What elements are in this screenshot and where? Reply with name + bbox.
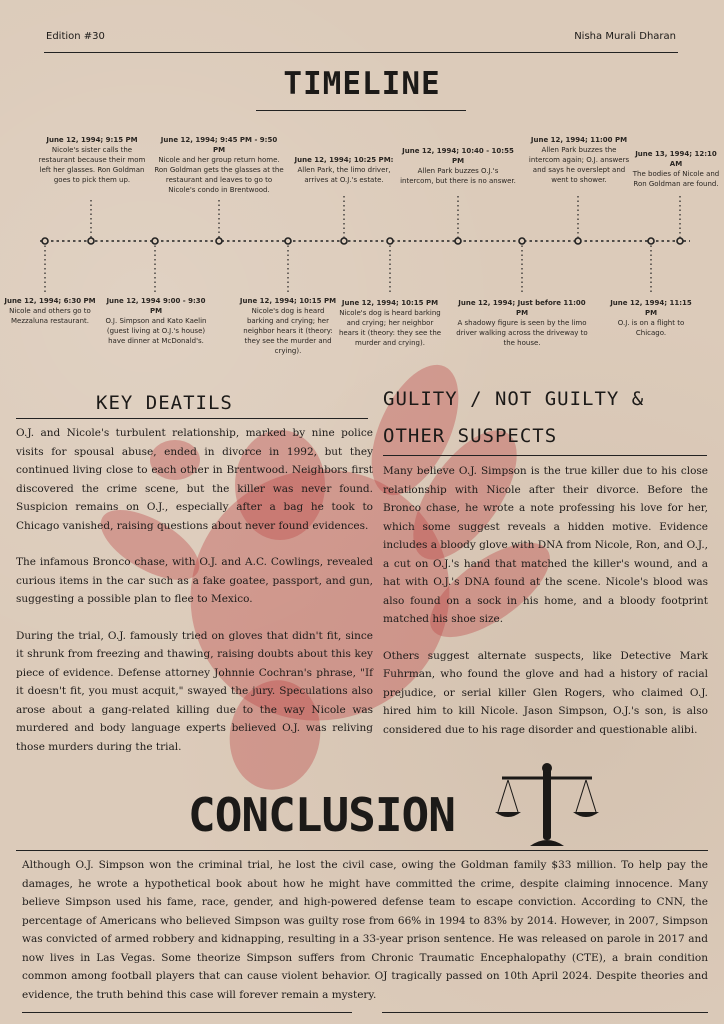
event-text: Nicole and her group return home. Ron Goldman gets the glasses at the restaurant and leaves to go to Nicole's condo in Brentwood. <box>154 156 284 194</box>
event-text: Allen Park buzzes O.J.'s intercom, but there is no answer. <box>400 167 516 185</box>
event-date: June 12, 1994; 9:15 PM <box>46 136 138 144</box>
guilty-paragraph: Others suggest alternate suspects, like Detective Mark Fuhrman, who found the glove and had a history of racial prejudice, or serial killer Glen Rogers, who claimed O.J. hired him to kill Nicole. Jason Simpson, O.J.'s son, is also considered due to his rage disorder and questionable alibi. <box>383 649 708 736</box>
conclusion-divider <box>16 850 708 851</box>
event-text: Nicole's dog is heard barking and crying; her neighbor hears it (theory: they see the murder and crying). <box>338 309 442 347</box>
key-details-paragraph: During the trial, O.J. famously tried on gloves that didn't fit, since it shrunk from freezing and thawing, raising doubts about this key piece of evidence. Defense attorney Johnnie Cochran's phrase, "If it doesn't fit, you must acquit," swayed the jury. Speculations also arose about a gang-related killing due to the way Nicole was murdered and body language experts believed O.J. was reliving those murders during the trial. <box>16 629 373 753</box>
conclusion-body: Although O.J. Simpson won the criminal trial, he lost the civil case, owing the Goldman family $33 million. To help pay the damages, he wrote a hypothetical book about how he might have committed the crime, despite claiming innocence. Many believe Simpson used his fame, race, gender, and high-powered defense team to escape conviction. According to CNN, the percentage of Americans who believed Simpson was guilty rose from 66% in 1994 to 83% by 2014. However, in 2007, Simpson was convicted of armed robbery and kidnapping, resulting in a 33-year prison sentence. He was released on parole in 2017 and now lives in Las Vegas. Some theorize Simpson suffers from Chronic Traumatic Encephalopathy (CTE), a brain condition common among football players that can cause violent behavior. OJ tragically passed on 10th April 2024. Despite theories and evidence, the truth behind this case will forever remain a mystery. <box>22 859 708 1001</box>
guilty-body <box>383 462 708 739</box>
timeline-event <box>604 298 698 338</box>
event-text: Allen Park buzzes the intercom again; O.J. answers and says he overslept and went to shower. <box>528 146 630 184</box>
guilty-divider <box>383 455 707 456</box>
event-date: June 12, 1994; Just before 11:00 PM <box>458 299 586 317</box>
timeline-graphic <box>0 180 724 310</box>
timeline-event <box>338 298 442 348</box>
event-date: June 12, 1994; 11:00 PM <box>530 136 628 144</box>
event-text: The bodies of Nicole and Ron Goldman are found. <box>632 170 720 188</box>
key-details-paragraph: The infamous Bronco chase, with O.J. and A.C. Cowlings, revealed curious items in the car such as a fake goatee, passport, and gun, suggesting a possible plan to flee to Mexico. <box>16 556 373 605</box>
timeline-event <box>100 296 212 346</box>
page-title: TIMELINE <box>283 66 441 102</box>
timeline-event <box>294 155 394 185</box>
header-divider <box>44 52 678 53</box>
title-underline <box>256 110 466 111</box>
timeline-event <box>526 135 632 185</box>
event-date: June 12, 1994; 10:40 - 10:55 PM <box>402 147 514 165</box>
event-date: June 12, 1994 9:00 - 9:30 PM <box>106 297 206 315</box>
key-details-divider <box>16 418 368 419</box>
event-text: Allen Park, the limo driver, arrives at O.J.'s estate. <box>297 166 391 184</box>
timeline-event <box>632 149 720 189</box>
edition-label: Edition #30 <box>46 31 105 42</box>
event-text: Nicole's sister calls the restaurant because their mom left her glasses. Ron Goldman goes to pick them up. <box>38 146 146 184</box>
event-date: June 12, 1994; 6:30 PM <box>4 297 96 305</box>
key-details-paragraph: O.J. and Nicole's turbulent relationship, marked by nine police visits for spousal abuse, ended in divorce in 1992, but they continued living close to each other in Brentwood. Neighbors first discovered the crime scene, but the killer was never found. Suspicion remains on O.J., especially after a bag he took to Chicago vanished, raising questions about never found evidences. <box>16 427 373 532</box>
event-date: June 13, 1994; 12:10 AM <box>635 150 717 168</box>
event-date: June 12, 1994; 9:45 PM - 9:50 PM <box>160 136 278 154</box>
footer-rule-left <box>22 1012 352 1013</box>
key-details-heading: KEY DEATILS <box>96 392 233 414</box>
event-text: Nicole's dog is heard barking and crying; her neighbor hears it (theory: they see the murder and crying). <box>243 307 333 355</box>
author-name: Nisha Murali Dharan <box>574 31 676 42</box>
event-text: A shadowy figure is seen by the limo driver walking across the driveway to the house. <box>456 319 588 347</box>
event-text: Nicole and others go to Mezzaluna restaurant. <box>9 307 91 325</box>
timeline-event <box>154 135 284 195</box>
guilty-paragraph: Many believe O.J. Simpson is the true killer due to his close relationship with Nicole after their divorce. Before the Bronco chase, he wrote a note professing his love for her, which some suggest reveals a hidden motive. Evidence includes a bloody glove with DNA from Nicole, Ron, and O.J., a cut on O.J.'s hand that matched the killer's wound, and a hat with O.J.'s DNA found at the scene. Nicole's blood was also found on a sock in his home, and a bloody footprint matched his shoe size. <box>383 465 708 625</box>
event-date: June 12, 1994; 11:15 PM <box>610 299 692 317</box>
scales-of-justice-icon <box>492 760 602 852</box>
timeline-event <box>400 146 516 186</box>
event-date: June 12, 1994; 10:25 PM: <box>294 156 394 164</box>
timeline-event <box>454 298 590 348</box>
event-date: June 12, 1994; 10:15 PM <box>239 297 337 305</box>
timeline-event <box>238 296 338 356</box>
event-text: O.J. Simpson and Kato Kaelin (guest living at O.J.'s house) have dinner at McDonald's. <box>105 317 207 345</box>
footer-rule-right <box>382 1012 708 1013</box>
event-text: O.J. is on a flight to Chicago. <box>617 319 685 337</box>
key-details-body <box>16 424 373 756</box>
event-date: June 12, 1994; 10:15 PM <box>341 299 439 307</box>
timeline-event <box>38 135 146 185</box>
guilty-heading-line2: OTHER SUSPECTS <box>383 425 558 447</box>
timeline-event <box>4 296 96 326</box>
guilty-heading-line1: GULITY / NOT GUILTY & <box>383 388 645 410</box>
conclusion-heading: CONCLUSION <box>188 788 455 842</box>
